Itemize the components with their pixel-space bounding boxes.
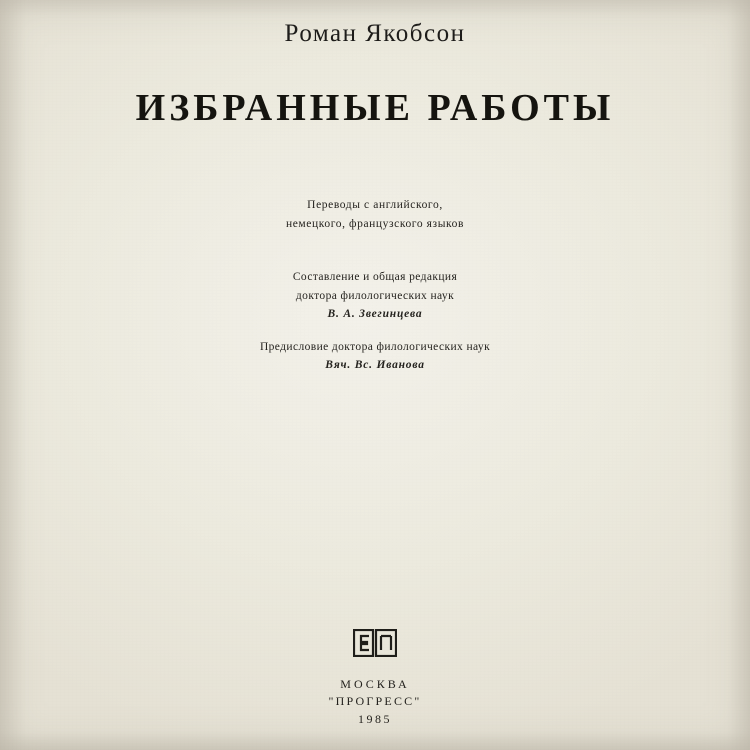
editor-name: В. А. Звегинцева xyxy=(327,308,423,321)
credits-block xyxy=(260,268,490,375)
publisher-logo-icon xyxy=(352,628,398,658)
foreword-role: Предисловие доктора филологических наук xyxy=(259,340,491,353)
author-name: Роман Якобсон xyxy=(284,20,466,47)
page-title: ИЗБРАННЫЕ РАБОТЫ xyxy=(135,87,615,129)
imprint-block xyxy=(329,676,422,728)
foreword-author-name: Вяч. Вс. Иванова xyxy=(325,359,425,372)
translations-note-line-1: Переводы с английского, xyxy=(307,199,443,211)
imprint-year: 1985 xyxy=(358,711,392,726)
imprint-publisher: "ПРОГРЕСС" xyxy=(328,694,422,709)
editor-role-line-1: Составление и общая редакция xyxy=(292,270,458,283)
translations-note-line-2: немецкого, французского языков xyxy=(285,217,465,230)
editor-role-line-2: доктора филологических наук xyxy=(295,289,455,302)
imprint-city: МОСКВА xyxy=(340,676,410,691)
translations-note xyxy=(286,196,464,234)
